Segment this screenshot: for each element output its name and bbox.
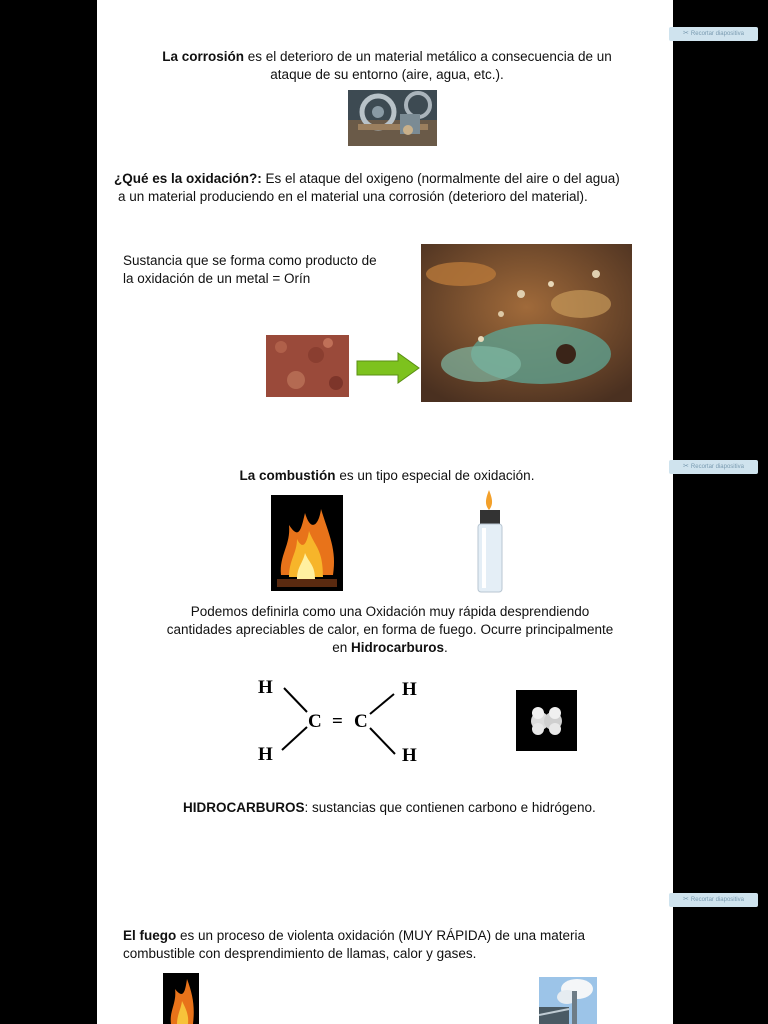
clip-slide-button-3[interactable]: ✂ Recortar diapositiva	[669, 893, 758, 907]
lighter-image	[472, 488, 507, 594]
molecule-3d-image	[516, 690, 577, 751]
fuego-term: El fuego	[123, 928, 177, 943]
oxidation-question: ¿Qué es la oxidación?:	[114, 171, 262, 186]
double-bond: =	[332, 711, 343, 732]
hidrocarburos-paragraph: HIDROCARBUROS: sustancias que contienen carbono e hidrógeno.	[183, 800, 596, 815]
clip-slide-button-2[interactable]: ✂ Recortar diapositiva	[669, 460, 758, 474]
document-page	[97, 0, 673, 1024]
rust-powder-image	[266, 335, 349, 397]
rusted-metal-image	[421, 244, 632, 402]
scissors-icon: ✂	[683, 463, 689, 470]
green-arrow	[356, 352, 420, 384]
atom-h2: H	[258, 744, 273, 765]
scissors-icon: ✂	[683, 30, 689, 37]
ethylene-structure	[252, 672, 427, 772]
atom-h1: H	[258, 677, 273, 698]
combustion-term: La combustión	[239, 468, 336, 483]
atom-c2: C	[354, 711, 368, 732]
corrosion-paragraph: La corrosión es el deterioro de un material metálico a consecuencia de un ataque de su entorno (aire, agua, etc.).	[162, 49, 612, 82]
atom-h4: H	[402, 745, 417, 766]
fuego-paragraph: El fuego es un proceso de violenta oxidación (MUY RÁPIDA) de una materia combustible con desprendimiento de llamas, calor y gases.	[123, 928, 585, 961]
oxidation-paragraph: ¿Qué es la oxidación?: Es el ataque del oxigeno (normalmente del aire o del agua) a un material produciendo en el material una corrosión (deterioro del material).	[114, 171, 620, 204]
flame-image	[163, 973, 199, 1024]
hidrocarburos-label: HIDROCARBUROS	[183, 800, 305, 815]
campfire-image	[271, 495, 343, 591]
combustion-paragraph: La combustión es un tipo especial de oxidación.	[239, 468, 535, 483]
orin-paragraph: Sustancia que se forma como producto de la oxidación de un metal = Orín	[123, 253, 377, 286]
hidrocarburos-term: Hidrocarburos	[350, 640, 445, 655]
clip-slide-button-1[interactable]: ✂ Recortar diapositiva	[669, 27, 758, 41]
corrosion-machinery-image	[348, 90, 437, 146]
atom-c1: C	[308, 711, 322, 732]
atom-h3: H	[402, 679, 417, 700]
chimney-image	[539, 977, 597, 1024]
corrosion-term: La corrosión	[162, 49, 245, 64]
definition-paragraph: Podemos definirla como una Oxidación muy rápida desprendiendo cantidades apreciables de calor, en forma de fuego. Ocurre principalmente en Hidrocarburos.	[166, 604, 614, 655]
scissors-icon: ✂	[683, 896, 689, 903]
